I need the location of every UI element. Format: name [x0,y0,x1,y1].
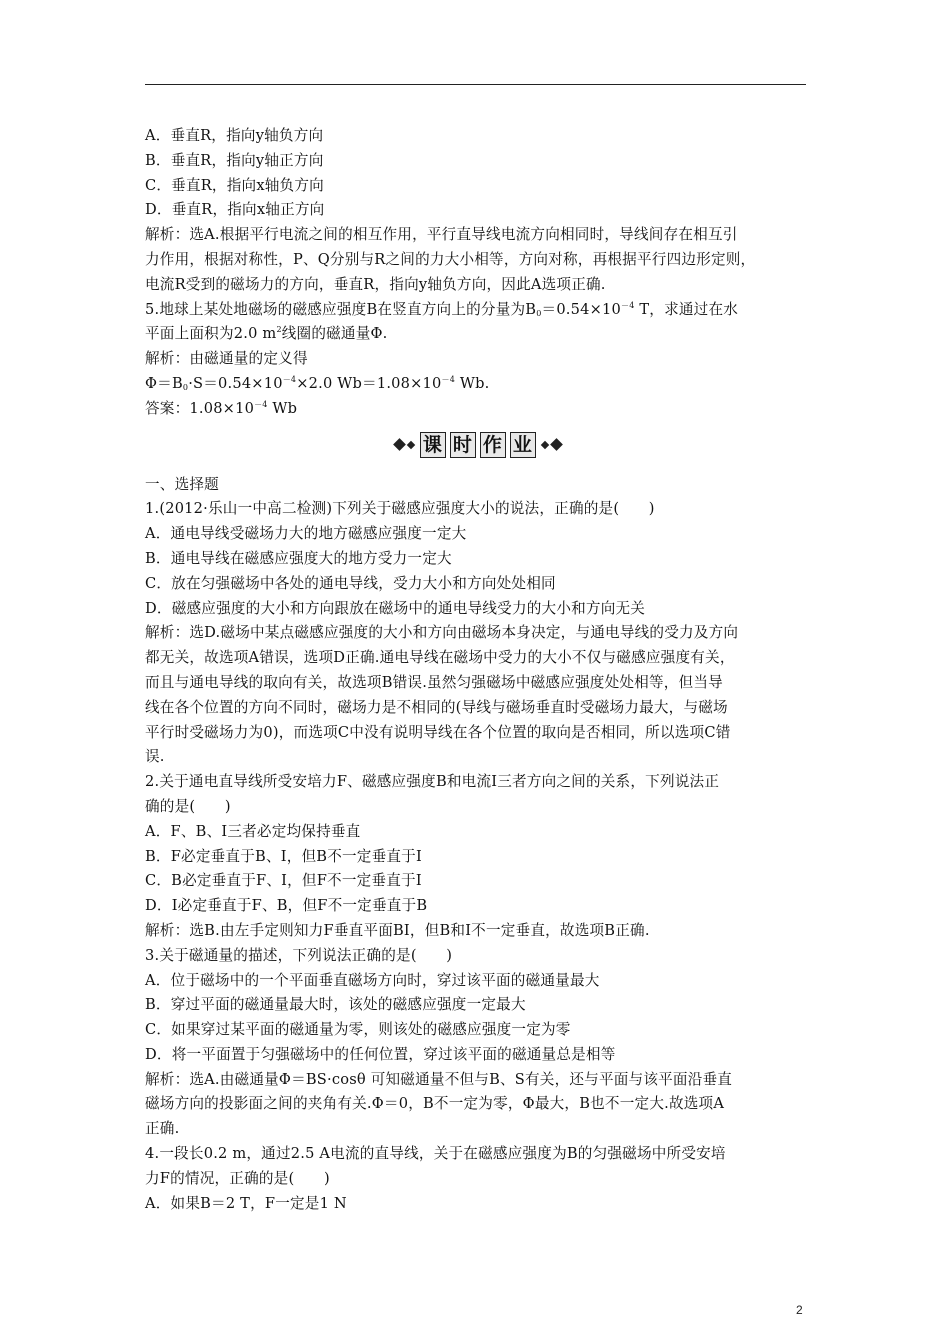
q5-formula: $\Phi=B_0\cdot S=0.54\times 10^{-4}\times 2.0$ $Wb=1.08\times 10^{-4}$ Wb. [145,374,490,392]
q3-line: 解析：选A.由磁通量Φ＝BS·cosθ 可知磁通量不但与B、S有关，还与平面与该平面沿垂直 [145,1070,733,1088]
q4-option-a: A．垂直R，指向y轴负方向 [145,127,324,144]
banner-title [420,432,536,458]
q2-line: C．B必定垂直于F、I，但F不一定垂直于I [145,872,422,890]
q3-line: 3.关于磁通量的描述，下列说法正确的是( ) [145,946,453,964]
q2-line: A．F、B、I三者必定均保持垂直 [145,822,361,840]
q1-line: 线在各个位置的方向不同时，磁场力是不相同的(导线与磁场垂直时受磁场力最大，与磁场 [145,698,728,716]
q4-analysis-line: 力作用，根据对称性，P、Q分别与R之间的力大小相等，方向对称，再根据平行四边形定则， [145,250,756,268]
banner-left-ornament [395,440,414,449]
q1-line: 1.(2012·乐山一中高二检测)下列关于磁感应强度大小的说法，正确的是( ) [145,500,655,518]
q1-line: 都无关，故选项A错误，选项D正确.通电导线在磁场中受力的大小不仅与磁感应强度有关， [145,649,735,667]
q5-analysis-label: 解析：由磁通量的定义得 [145,350,308,368]
q2-line: B．F必定垂直于B、I，但B不一定垂直于I [145,847,422,865]
q2-line: 2.关于通电直导线所受安培力F、磁感应强度B和电流I三者方向之间的关系，下列说法正 [145,773,720,791]
q3-line: D．将一平面置于匀强磁场中的任何位置，穿过该平面的磁通量总是相等 [145,1045,616,1063]
q4-analysis-line: 电流R受到的磁场力的方向，垂直R，指向y轴负方向，因此A选项正确. [145,275,606,293]
q3-line: A．位于磁场中的一个平面垂直磁场方向时，穿过该平面的磁通量最大 [145,971,600,989]
q5-stem-line1: 5.地球上某处地磁场的磁感应强度B在竖直方向上的分量为$B_0=0.54\times 10^{-4}$ T，求通过在水 [145,300,739,318]
q1-line: 平行时受磁场力为0)，而选项C中没有说明导线在各个位置的取向是否相同，所以选项C错 [145,723,731,741]
q4-line: 4.一段长0.2 m，通过2.5 A电流的直导线，关于在磁感应强度为B的匀强磁场中所受安培 [145,1145,726,1163]
q4-option-d: D．垂直R，指向x轴正方向 [145,201,325,219]
diamond-icon [393,438,406,451]
q3-line: 正确. [145,1120,180,1138]
diamond-icon [550,438,563,451]
diamond-icon [540,440,548,448]
q4-line: A．如果B＝2 T，F一定是1 N [145,1194,347,1212]
page-number: 2 [796,1303,803,1317]
banner-char: 时 [450,432,476,458]
banner-char: 业 [510,432,536,458]
q3-line: C．如果穿过某平面的磁通量为零，则该处的磁感应强度一定为零 [145,1021,571,1039]
q5-answer: 答案：$1.08\times 10^{-4}$ Wb [145,399,298,417]
q3-line: 磁场方向的投影面之间的夹角有关.Φ＝0，B不一定为零，Φ最大，B也不一定大.故选项A [145,1095,725,1113]
q4-option-b: B．垂直R，指向y轴正方向 [145,151,324,169]
q4-option-c: C．垂直R，指向x轴负方向 [145,176,324,194]
banner-right-ornament [542,440,561,449]
q3-line: B．穿过平面的磁通量最大时，该处的磁感应强度一定最大 [145,996,526,1014]
banner-char: 作 [480,432,506,458]
q1-line: 误. [145,748,165,766]
q1-line: C．放在匀强磁场中各处的通电导线，受力大小和方向处处相同 [145,574,556,592]
q4-line: 力F的情况，正确的是( ) [145,1169,330,1187]
section-title: 一、选择题 [145,475,219,493]
q2-line: 确的是( ) [145,797,231,815]
q1-line: D．磁感应强度的大小和方向跟放在磁场中的通电导线受力的大小和方向无关 [145,599,646,617]
q1-line: A．通电导线受磁场力大的地方磁感应强度一定大 [145,525,467,543]
q1-line: 解析：选D.磁场中某点磁感应强度的大小和方向由磁场本身决定，与通电导线的受力及方向 [145,624,739,642]
q5-stem-line2: 平面上面积为2.0 $m^2$线圈的磁通量Φ. [145,325,388,343]
q1-line: 而且与通电导线的取向有关，故选项B错误.虽然匀强磁场中磁感应强度处处相等，但当导 [145,673,723,691]
q4-analysis-line: 解析：选A.根据平行电流之间的相互作用，平行直导线电流方向相同时，导线间存在相互引 [145,226,738,244]
q2-line: 解析：选B.由左手定则知力F垂直平面BI，但B和I不一定垂直，故选项B正确. [145,921,650,939]
diamond-icon [406,440,414,448]
q1-line: B．通电导线在磁感应强度大的地方受力一定大 [145,549,452,567]
q2-line: D．I必定垂直于F、B，但F不一定垂直于B [145,897,428,915]
homework-banner [145,425,810,465]
banner-char: 课 [420,432,446,458]
header-rule [145,84,806,85]
page-content [145,124,810,1216]
